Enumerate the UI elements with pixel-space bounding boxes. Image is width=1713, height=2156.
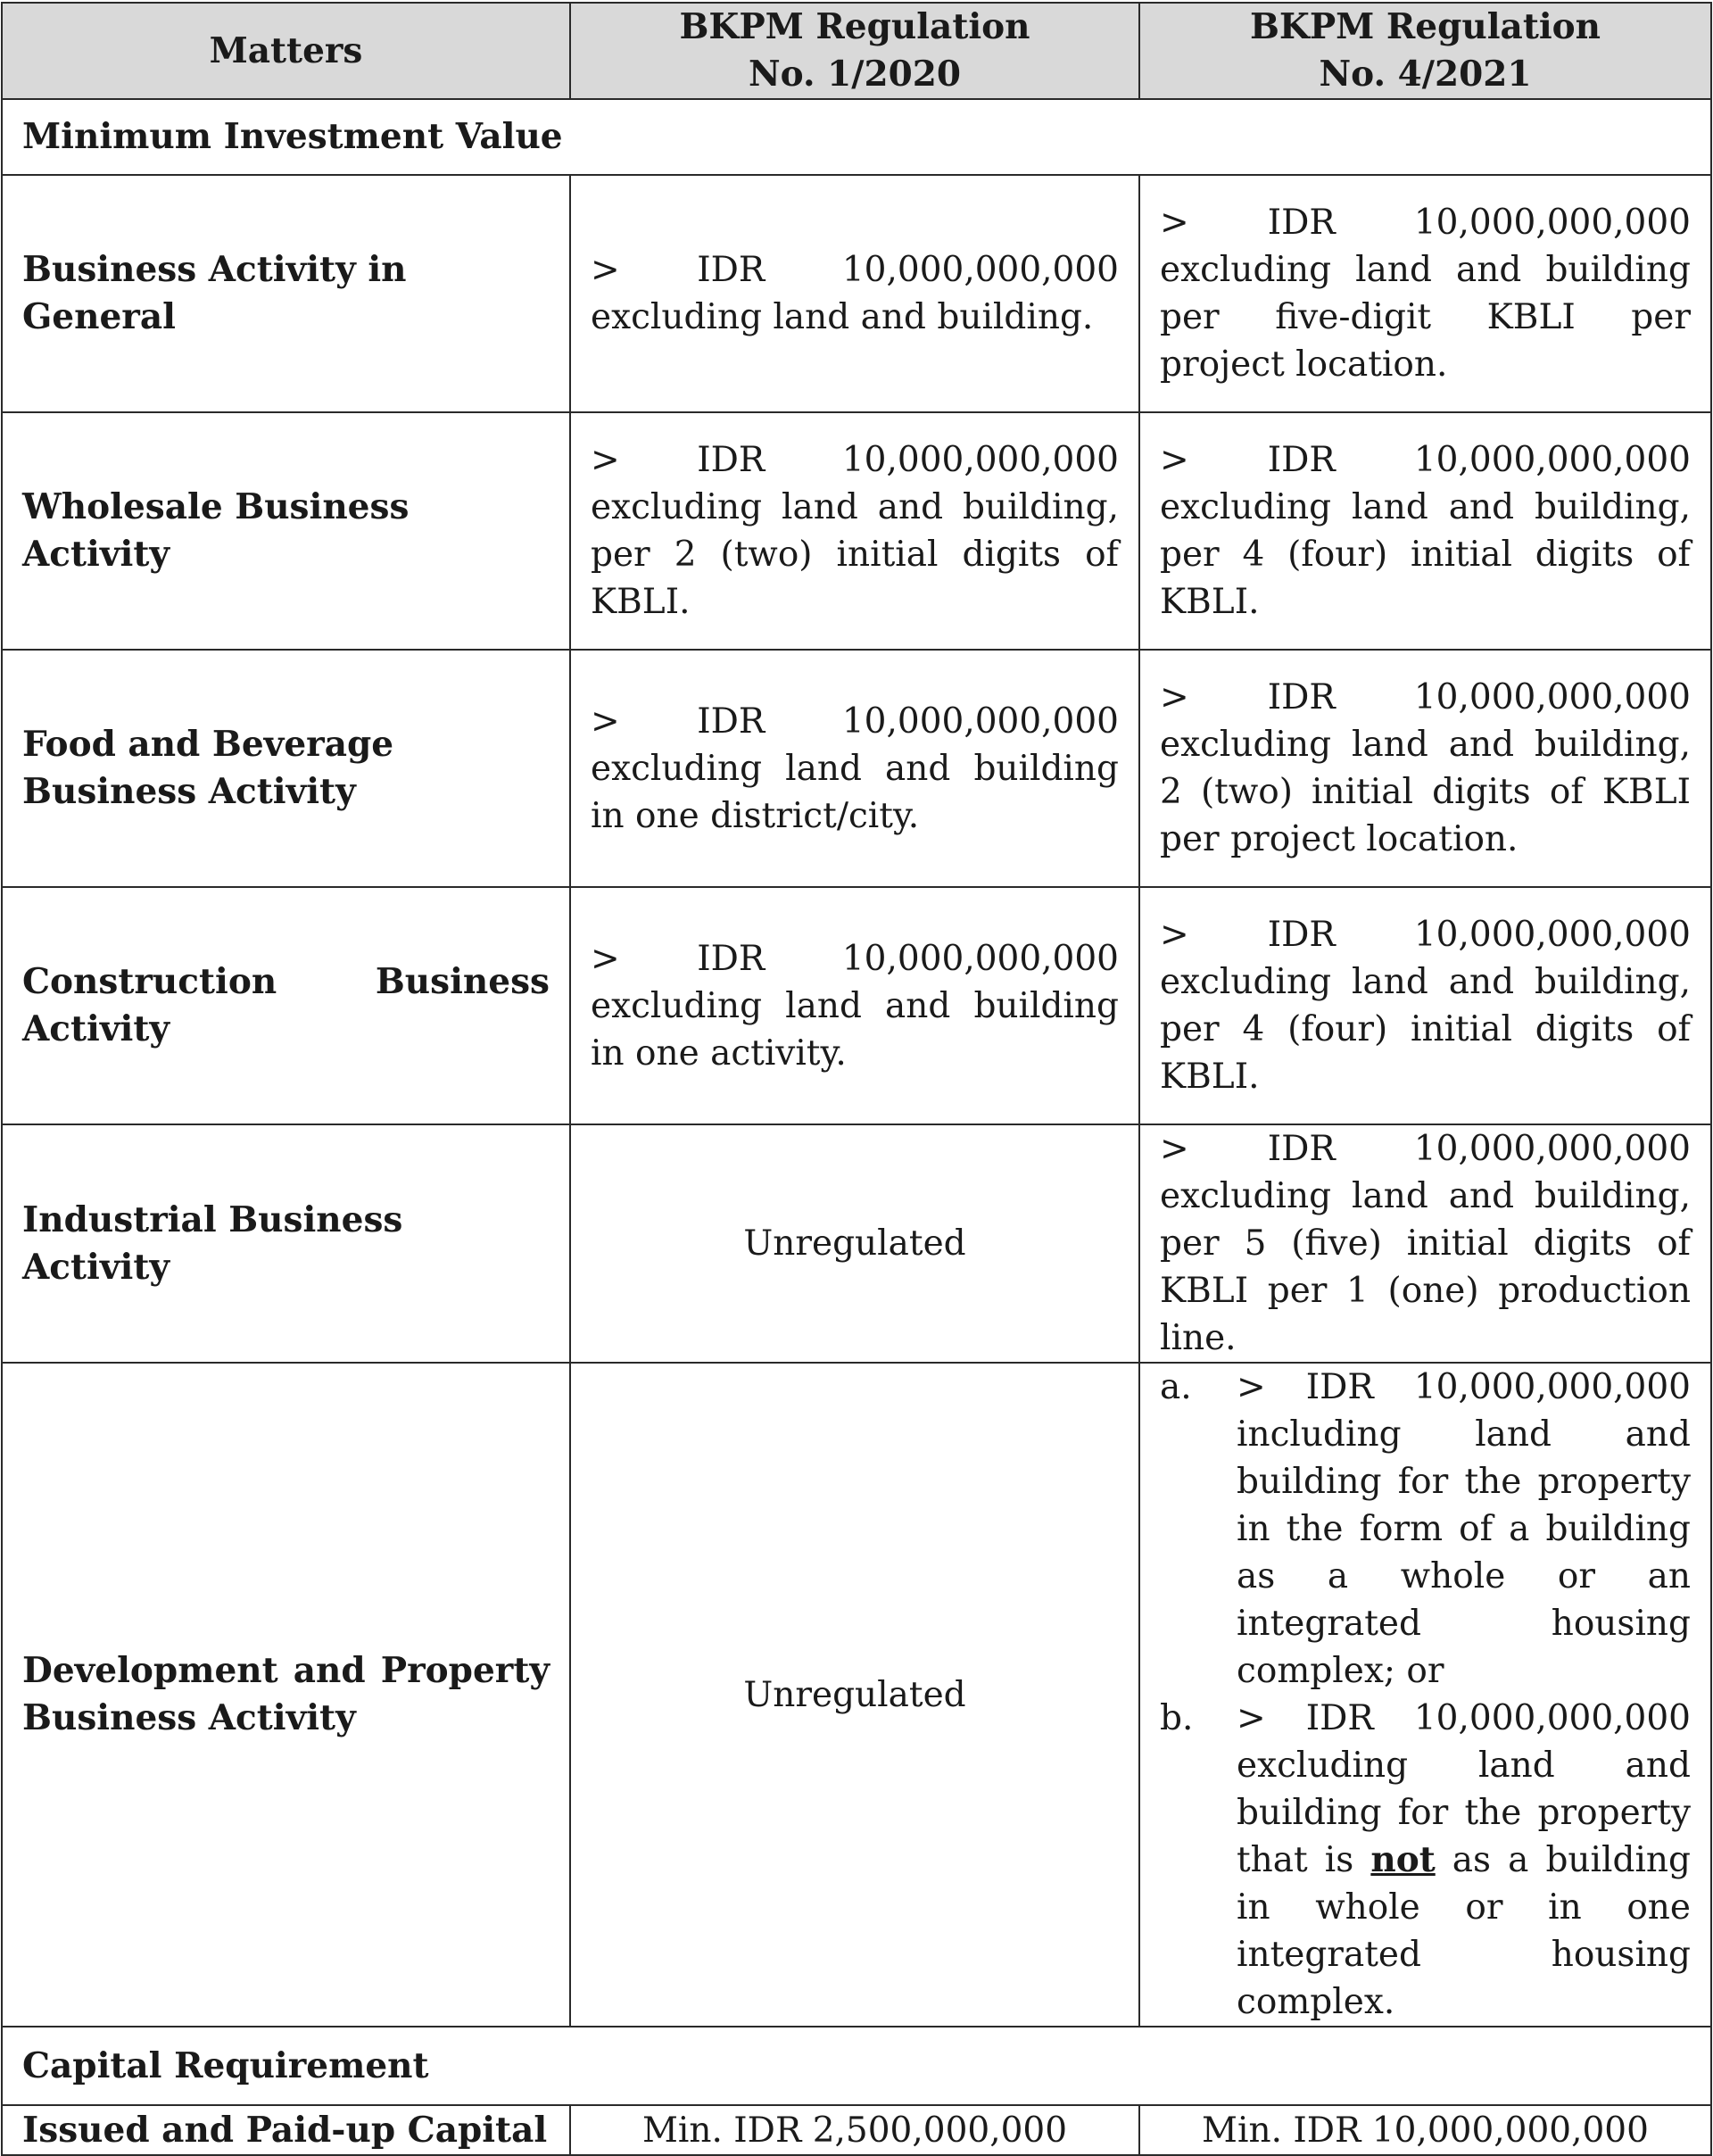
property-criteria-list: [1160, 1364, 1691, 2026]
cell-capital-2021: Min. IDR 10,000,000,000: [1139, 2105, 1711, 2155]
header-row: [2, 3, 1711, 99]
cell-wholesale-2020: > IDR 10,000,000,000 excluding land and building, per 2 (two) initial digits of KBLI.: [570, 412, 1139, 650]
cell-capital-2020: Min. IDR 2,500,000,000: [570, 2105, 1139, 2155]
cell-food-2021: > IDR 10,000,000,000 excluding land and building, 2 (two) initial digits of KBLI per project location.: [1139, 650, 1711, 887]
section-title-capital: Capital Requirement: [2, 2027, 1711, 2105]
cell-general-2020: > IDR 10,000,000,000 excluding land and building.: [570, 175, 1139, 412]
header-reg-2020-line2: No. 1/2020: [748, 54, 962, 95]
section-row-minimum-investment: [2, 99, 1711, 175]
table-row-general: [2, 175, 1711, 412]
header-reg-2021-line2: No. 4/2021: [1319, 54, 1532, 95]
list-text-a: > IDR 10,000,000,000 including land and building for the property in the form of a building as a whole or an integrated housing complex; or: [1237, 1367, 1691, 1691]
table-row-wholesale: [2, 412, 1711, 650]
header-reg-2021-line1: BKPM Regulation: [1249, 6, 1601, 47]
table-row-construction: [2, 887, 1711, 1124]
cell-wholesale-2021: > IDR 10,000,000,000 excluding land and building, per 4 (four) initial digits of KBLI.: [1139, 412, 1711, 650]
header-reg-2020-line1: BKPM Regulation: [679, 6, 1030, 47]
header-reg-2020: [570, 3, 1139, 99]
row-label-property: Development and Property Business Activity: [2, 1363, 570, 2027]
cell-food-2020: > IDR 10,000,000,000 excluding land and building in one district/city.: [570, 650, 1139, 887]
cell-construction-2021: > IDR 10,000,000,000 excluding land and building, per 4 (four) initial digits of KBLI.: [1139, 887, 1711, 1124]
row-label-capital: Issued and Paid-up Capital: [2, 2105, 570, 2155]
emphasis-not: not: [1370, 1839, 1436, 1880]
row-label-industrial: Industrial Business Activity: [2, 1124, 570, 1363]
row-label-food: Food and Beverage Business Activity: [2, 650, 570, 887]
cell-construction-2020: > IDR 10,000,000,000 excluding land and building in one activity.: [570, 887, 1139, 1124]
list-marker-b: b.: [1160, 1698, 1194, 1738]
table-header: [2, 3, 1711, 99]
table-row-industrial: [2, 1124, 1711, 1363]
header-reg-2021: [1139, 3, 1711, 99]
regulation-comparison-table: [1, 2, 1712, 2156]
section-title-minimum-investment: Minimum Investment Value: [2, 99, 1711, 175]
cell-industrial-2020: Unregulated: [570, 1124, 1139, 1363]
cell-property-2021: [1139, 1363, 1711, 2027]
cell-industrial-2021: > IDR 10,000,000,000 excluding land and building, per 5 (five) initial digits of KBLI per 1 (one) production line.: [1139, 1124, 1711, 1363]
row-label-general: Business Activity in General: [2, 175, 570, 412]
list-text-b: [1237, 1695, 1691, 2026]
list-text-b-pre: > IDR 10,000,000,000 excluding land and building for the property that is: [1237, 1698, 1691, 1880]
row-label-construction: Construction Business Activity: [2, 887, 570, 1124]
table-row-food: [2, 650, 1711, 887]
cell-general-2021: > IDR 10,000,000,000 excluding land and building per five-digit KBLI per project location.: [1139, 175, 1711, 412]
table-row-property: [2, 1363, 1711, 2027]
cell-property-2020: Unregulated: [570, 1363, 1139, 2027]
row-label-wholesale: Wholesale Business Activity: [2, 412, 570, 650]
list-marker-a: a.: [1160, 1367, 1192, 1407]
list-item-a: [1160, 1364, 1691, 1695]
section-row-capital: [2, 2027, 1711, 2105]
list-text-b-post: as a building in whole or in one integrated housing complex.: [1237, 1840, 1691, 2022]
table-row-capital: [2, 2105, 1711, 2155]
header-matters: Matters: [2, 3, 570, 99]
list-item-b: [1160, 1695, 1691, 2026]
